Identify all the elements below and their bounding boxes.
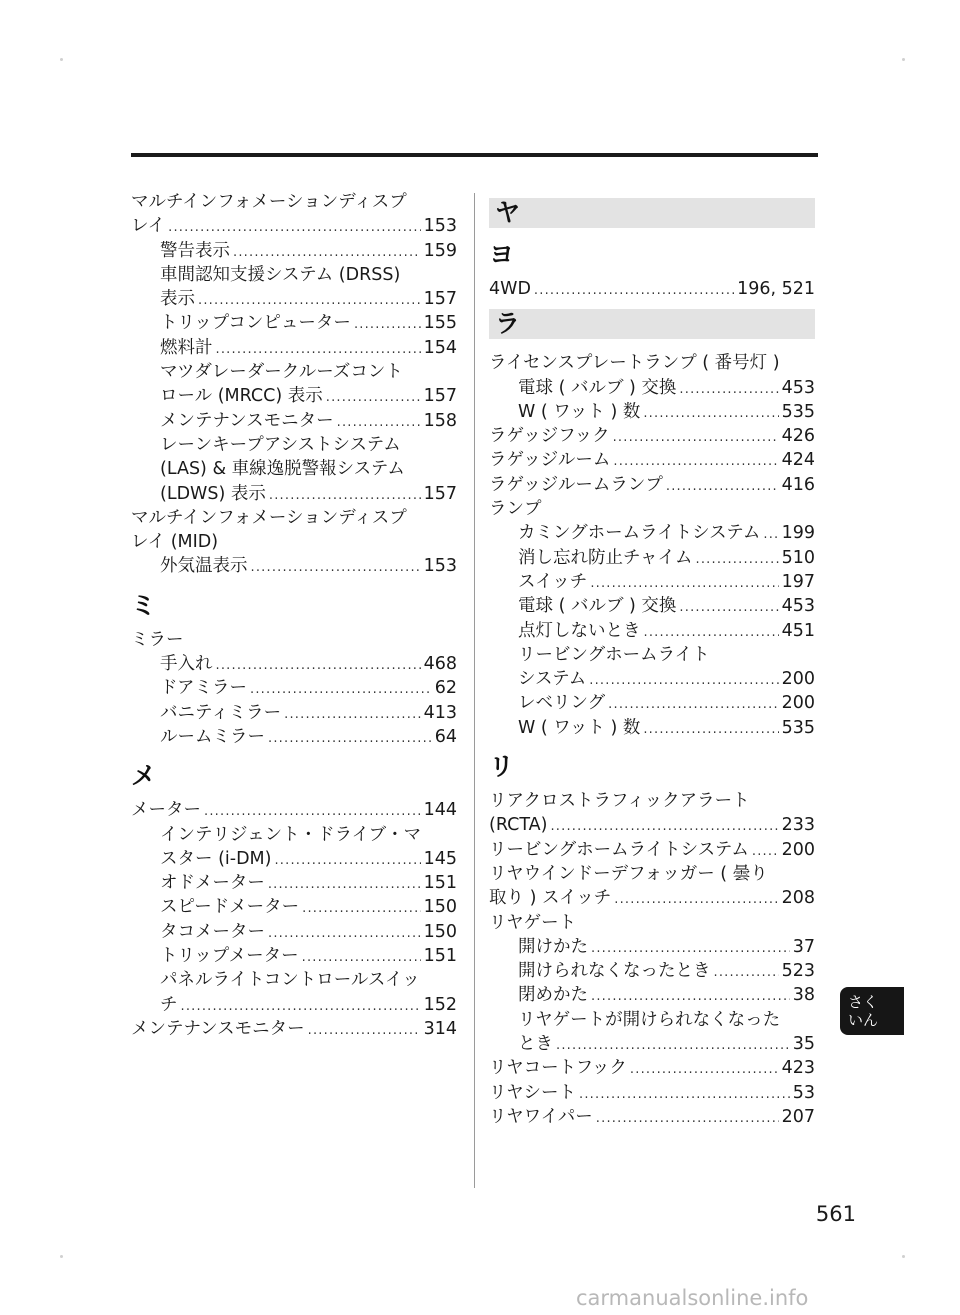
index-subentry[interactable] (131, 725, 457, 749)
page-reference[interactable]: 451 (781, 620, 815, 641)
index-entry[interactable] (489, 838, 815, 862)
entry-text: リヤシート (489, 1082, 576, 1103)
index-subentry[interactable] (131, 871, 457, 895)
entry-text: 点灯しないとき (518, 620, 641, 641)
entry-text: ミラー (131, 629, 184, 650)
section-heading: ラ (489, 309, 815, 339)
page-reference[interactable]: 157 (423, 483, 457, 504)
index-subentry[interactable] (131, 239, 457, 263)
entry-text: 開けられなくなったとき (518, 961, 711, 982)
section-heading: ヨ (489, 240, 515, 269)
page-reference[interactable]: 523 (781, 961, 815, 982)
index-subentry (131, 263, 457, 287)
entry-text: スイッチ (518, 571, 588, 592)
entry-text: メンテナンスモニター (131, 1018, 305, 1039)
index-subentry[interactable] (489, 570, 815, 594)
index-entry[interactable] (489, 473, 815, 497)
page-reference[interactable]: 453 (781, 596, 815, 617)
entry-text: 電球 ( バルブ ) 交換 (518, 596, 677, 617)
entry-text: リービングホームライト (518, 644, 710, 665)
registration-dot (902, 1255, 905, 1258)
index-subentry[interactable] (489, 521, 815, 545)
entry-text: インテリジェント・ドライブ・マ (160, 824, 422, 845)
page-reference[interactable]: 200 (781, 669, 815, 690)
dot-leader (591, 985, 790, 1009)
registration-dot (60, 1255, 63, 1258)
dot-leader (608, 693, 778, 717)
entry-text: トリップコンピューター (160, 313, 351, 334)
watermark: carmanualsonline.info (576, 1286, 809, 1310)
page-reference[interactable]: 62 (434, 678, 457, 699)
dot-leader (644, 621, 779, 645)
dot-leader (613, 426, 779, 450)
index-subentry[interactable] (131, 944, 457, 968)
index-entry[interactable] (489, 424, 815, 448)
dot-leader (268, 727, 432, 751)
page-reference[interactable]: 151 (423, 873, 457, 894)
entry-text: 4WD (489, 279, 531, 299)
index-entry (131, 190, 457, 214)
section-heading: リ (489, 752, 515, 782)
entry-text: リヤコートフック (489, 1058, 627, 1079)
dot-leader (550, 815, 778, 839)
dot-leader (714, 961, 779, 985)
entry-text: 消し忘れ防止チャイム (518, 547, 693, 568)
index-subentry (489, 643, 815, 667)
dot-leader (752, 840, 779, 864)
entry-text: リヤウインドーデフォッガー ( 曇り (489, 863, 768, 884)
dot-leader (274, 849, 420, 873)
entry-text: 取り ) スイッチ (489, 888, 612, 909)
entry-text: 警告表示 (160, 240, 230, 261)
index-subentry[interactable] (131, 847, 457, 871)
entry-text: 開けかた (518, 936, 588, 957)
entry-text: カミングホームライトシステム (518, 523, 761, 544)
page-reference[interactable]: 153 (423, 556, 457, 577)
index-subentry[interactable] (489, 376, 815, 400)
dot-leader (589, 669, 778, 693)
side-tab-line2: いん (848, 1011, 879, 1029)
entry-text: リービングホームライトシステム (489, 839, 749, 860)
entry-text: チ (160, 994, 178, 1015)
entry-text: メンテナンスモニター (160, 410, 334, 431)
page-reference[interactable]: 314 (423, 1018, 457, 1039)
entry-text: リアクロストラフィックアラート (489, 791, 750, 812)
entry-text: 手入れ (160, 654, 213, 675)
page-reference[interactable]: 413 (423, 702, 457, 723)
dot-leader (198, 289, 421, 313)
dot-leader (181, 995, 421, 1019)
page-reference[interactable]: 453 (781, 377, 815, 398)
dot-leader (268, 922, 421, 946)
column-divider (474, 193, 475, 1188)
entry-text: (RCTA) (489, 815, 548, 836)
dot-leader (643, 718, 778, 742)
page-reference[interactable]: 196, 521 (737, 279, 815, 299)
dot-leader (284, 703, 420, 727)
dot-leader (308, 1019, 421, 1043)
index-subentry[interactable] (131, 652, 457, 676)
index-side-tab[interactable] (840, 987, 904, 1035)
page-reference[interactable]: 152 (423, 994, 457, 1015)
index-entry (489, 351, 815, 375)
page-reference[interactable]: 208 (781, 888, 815, 909)
dot-leader (337, 411, 421, 435)
dot-leader (268, 873, 421, 897)
page-reference[interactable]: 53 (792, 1082, 815, 1103)
entry-text: 電球 ( バルブ ) 交換 (518, 377, 677, 398)
page-reference[interactable]: 150 (423, 921, 457, 942)
index-subentry[interactable] (131, 336, 457, 360)
entry-text: レベリング (518, 693, 606, 714)
entry-text: 外気温表示 (160, 556, 248, 577)
index-subentry (131, 360, 457, 384)
page-reference[interactable]: 35 (792, 1034, 815, 1055)
dot-leader (643, 402, 778, 426)
dot-leader (326, 386, 421, 410)
page-reference[interactable]: 416 (781, 474, 815, 495)
index-column-right (489, 190, 815, 1129)
page-reference[interactable]: 233 (781, 815, 815, 836)
index-entry (489, 862, 815, 886)
index-entry[interactable] (489, 1081, 815, 1105)
dot-leader (590, 572, 778, 596)
index-subentry[interactable] (131, 895, 457, 919)
entry-text: パネルライトコントロールスイッ (160, 970, 420, 991)
index-subentry[interactable] (489, 667, 815, 691)
index-entry[interactable] (131, 214, 457, 238)
dot-leader (250, 678, 432, 702)
page-reference[interactable]: 468 (423, 654, 457, 675)
entry-text: ラゲッジフック (489, 426, 610, 447)
dot-leader (204, 800, 421, 824)
page-reference[interactable]: 145 (423, 848, 457, 869)
index-subentry[interactable] (489, 716, 815, 740)
page-reference[interactable]: 535 (781, 401, 815, 422)
entry-text: W ( ワット ) 数 (518, 717, 641, 738)
dot-leader (354, 313, 421, 337)
entry-text: レイ (MID) (131, 532, 219, 553)
dot-leader (302, 946, 421, 970)
index-subentry (131, 823, 457, 847)
entry-text: レイ (131, 216, 166, 237)
dot-leader (614, 888, 778, 912)
page-reference[interactable]: 151 (423, 946, 457, 967)
page-number: 561 (815, 1202, 856, 1226)
dot-leader (251, 556, 421, 580)
registration-dot (902, 58, 905, 61)
dot-leader (302, 897, 420, 921)
page-reference[interactable]: 38 (792, 985, 815, 1006)
entry-text: とき (518, 1034, 553, 1055)
index-subentry[interactable] (489, 1032, 815, 1056)
index-subentry[interactable] (489, 959, 815, 983)
dot-leader (679, 378, 778, 402)
index-entry[interactable] (489, 1105, 815, 1129)
index-entry[interactable] (489, 886, 815, 910)
entry-text: ライセンスプレートランプ ( 番号灯 ) (489, 353, 780, 374)
entry-text: リヤゲート (489, 912, 577, 933)
dot-leader (596, 1107, 779, 1131)
section-heading: メ (131, 761, 157, 791)
page-reference[interactable]: 197 (781, 571, 815, 592)
registration-dot (60, 58, 63, 61)
dot-leader (630, 1058, 779, 1082)
index-subentry[interactable] (131, 287, 457, 311)
index-subentry[interactable] (131, 311, 457, 335)
index-subentry (131, 968, 457, 992)
page-reference[interactable]: 155 (423, 313, 457, 334)
index-subentry[interactable] (131, 554, 457, 578)
index-subentry[interactable] (131, 993, 457, 1017)
entry-text: マルチインフォメーションディスプ (131, 192, 407, 212)
page-reference[interactable]: 535 (781, 717, 815, 738)
entry-text: トリップメーター (160, 946, 299, 967)
entry-text: (LDWS) 表示 (160, 483, 266, 504)
page-reference[interactable]: 200 (781, 693, 815, 714)
page-reference[interactable]: 423 (781, 1058, 815, 1079)
index-subentry[interactable] (489, 983, 815, 1007)
dot-leader (556, 1034, 790, 1058)
entry-text: システム (518, 669, 587, 690)
page-reference[interactable]: 159 (423, 240, 457, 261)
index-subentry[interactable] (489, 546, 815, 570)
entry-text: スター (i-DM) (160, 848, 272, 869)
dot-leader (613, 450, 778, 474)
index-subentry[interactable] (489, 619, 815, 643)
page-reference[interactable]: 64 (434, 726, 457, 747)
entry-text: オドメーター (160, 873, 265, 894)
index-entry (131, 506, 457, 530)
entry-text: 表示 (160, 289, 195, 310)
entry-text: ドアミラー (160, 678, 247, 699)
page-reference[interactable]: 37 (792, 936, 815, 957)
dot-leader (269, 484, 421, 508)
index-entry[interactable] (131, 798, 457, 822)
page-reference[interactable]: 157 (423, 386, 457, 407)
dot-leader (591, 937, 790, 961)
index-subentry[interactable] (489, 400, 815, 424)
dot-leader (216, 654, 421, 678)
index-entry (489, 789, 815, 813)
page-reference[interactable]: 510 (781, 547, 815, 568)
entry-text: ラゲッジルーム (489, 450, 611, 471)
entry-text: ラゲッジルームランプ (489, 474, 663, 495)
index-entry[interactable] (489, 277, 815, 301)
index-entry[interactable] (489, 448, 815, 472)
index-subentry[interactable] (131, 920, 457, 944)
index-subentry (131, 433, 457, 457)
entry-text: リヤゲートが開けられなくなった (518, 1009, 781, 1030)
index-entry (131, 530, 457, 554)
entry-text: リヤワイパー (489, 1106, 593, 1127)
page-reference[interactable]: 153 (423, 216, 457, 237)
index-subentry (489, 1008, 815, 1032)
dot-leader (579, 1083, 790, 1107)
index-entry (489, 911, 815, 935)
index-subentry (131, 457, 457, 481)
page-reference[interactable]: 200 (781, 839, 815, 860)
entry-text: W ( ワット ) 数 (518, 401, 641, 422)
entry-text: (LAS) & 車線逸脱警報システム (160, 459, 405, 480)
index-subentry[interactable] (131, 482, 457, 506)
section-heading: ヤ (489, 198, 815, 228)
index-entry[interactable] (489, 1056, 815, 1080)
dot-leader (666, 475, 779, 499)
page-reference[interactable]: 426 (781, 426, 815, 447)
entry-text: スピードメーター (160, 897, 300, 918)
entry-text: レーンキープアシストシステム (160, 434, 401, 455)
section-heading: ミ (131, 590, 157, 620)
index-entry (131, 628, 457, 652)
dot-leader (763, 523, 778, 547)
page-reference[interactable]: 199 (781, 523, 815, 544)
index-subentry[interactable] (131, 701, 457, 725)
index-column-left (131, 190, 457, 1041)
dot-leader (233, 241, 421, 265)
entry-text: ランプ (489, 499, 542, 520)
entry-text: ルームミラー (160, 726, 265, 747)
page-reference[interactable]: 158 (423, 410, 457, 431)
entry-text: メーター (131, 800, 201, 821)
side-tab-line1: さく (848, 993, 879, 1011)
index-subentry[interactable] (489, 691, 815, 715)
page-reference[interactable]: 424 (781, 450, 815, 471)
index-subentry[interactable] (131, 409, 457, 433)
page-reference[interactable]: 150 (423, 897, 457, 918)
page-reference[interactable]: 154 (423, 337, 457, 358)
index-subentry[interactable] (131, 676, 457, 700)
entry-text: タコメーター (160, 921, 265, 942)
index-subentry[interactable] (489, 594, 815, 618)
dot-leader (679, 596, 778, 620)
page-reference[interactable]: 157 (423, 289, 457, 310)
index-subentry[interactable] (131, 384, 457, 408)
index-entry (489, 497, 815, 521)
entry-text: バニティミラー (160, 702, 282, 723)
index-entry[interactable] (489, 813, 815, 837)
dot-leader (216, 338, 421, 362)
entry-text: マツダレーダークルーズコント (160, 362, 403, 383)
entry-text: 燃料計 (160, 337, 213, 358)
entry-text: マルチインフォメーションディスプ (131, 507, 407, 528)
dot-leader (695, 548, 778, 572)
entry-text: 閉めかた (518, 985, 588, 1006)
dot-leader (168, 216, 420, 240)
index-subentry[interactable] (489, 935, 815, 959)
dot-leader (534, 279, 734, 303)
entry-text: 車間認知支援システム (DRSS) (160, 264, 401, 285)
top-rule (131, 153, 818, 157)
index-entry[interactable] (131, 1017, 457, 1041)
page-reference[interactable]: 144 (423, 800, 457, 821)
entry-text: ロール (MRCC) 表示 (160, 386, 323, 407)
page-reference[interactable]: 207 (781, 1106, 815, 1127)
